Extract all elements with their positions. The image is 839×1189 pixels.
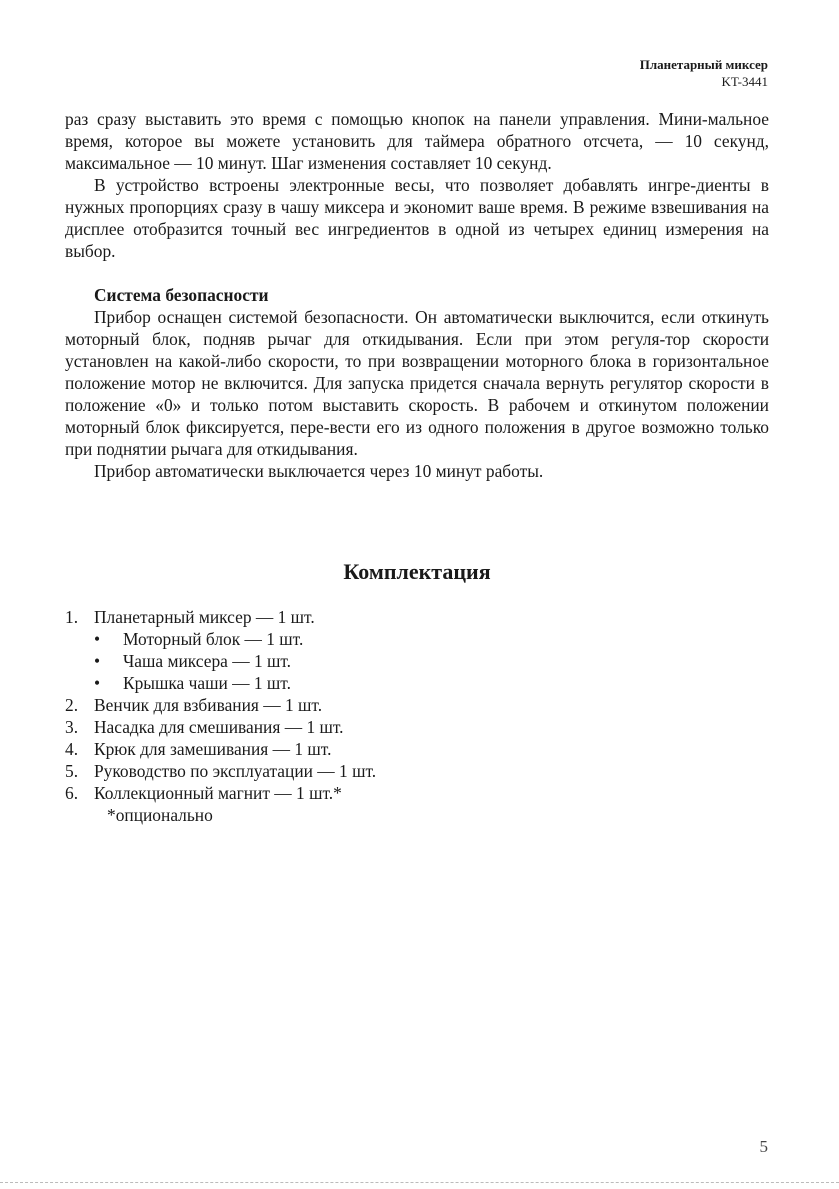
list-item <box>65 760 769 782</box>
list-item-text: Руководство по эксплуатации — 1 шт. <box>94 761 377 781</box>
list-item-number: 4. <box>65 739 79 759</box>
paragraph-safety: Прибор оснащен системой безопасности. Он автоматически выключится, если откинуть моторный блок, подняв рычаг для откидывания. Если при этом регуля-тор скорости установлен на какой-либо скорости, то при возвращении моторного блока в горизонтальное положение мотор не включится. Для запуска придется сначала вернуть регулятор скорости в положение «0» и только потом выставить скорость. В рабочем и откинутом положении моторный блок фиксируется, пере-вести его из одного положения в другое возможно только при поднятии рычага для откидывания. <box>65 307 769 459</box>
kit-list <box>65 606 769 804</box>
paragraph-scales: В устройство встроены электронные весы, что позволяет добавлять ингре-диенты в нужных пропорциях сразу в чашу миксера и экономит ваше время. В режиме взвешивания на дисплее отобразится точный вес ингредиентов в одной из четырех единиц измерения на выбор. <box>65 175 769 261</box>
paragraph-auto-off: Прибор автоматически выключается через 10 минут работы. <box>94 461 544 481</box>
bullet-icon: • <box>94 629 101 649</box>
list-item-text: Венчик для взбивания — 1 шт. <box>94 695 323 715</box>
list-item-number: 2. <box>65 695 79 715</box>
bullet-icon: • <box>94 651 101 671</box>
header-title: Планетарный миксер <box>639 57 768 72</box>
footnote: *опционально <box>107 805 213 825</box>
list-item-text: Планетарный миксер — 1 шт. <box>94 607 315 627</box>
list-item <box>65 606 769 694</box>
page-number: 5 <box>759 1137 768 1156</box>
list-item-text: Коллекционный магнит — 1 шт.* <box>94 783 342 803</box>
bullet-icon: • <box>94 673 101 693</box>
sublist-item <box>94 628 769 650</box>
safety-heading: Система безопасности <box>94 285 269 305</box>
list-item <box>65 716 769 738</box>
header-model: KT-3441 <box>721 74 768 89</box>
kit-sublist <box>94 628 769 694</box>
list-item-number: 6. <box>65 783 79 803</box>
kit-heading: Комплектация <box>343 559 491 584</box>
sublist-item <box>94 650 769 672</box>
paragraph-timer: раз сразу выставить это время с помощью кнопок на панели управления. Мини-мальное время, которое вы можете установить для таймера обратного отсчета, — 10 секунд, максимальное — 10 минут. Шаг изменения составляет 10 секунд. <box>65 109 769 173</box>
list-item-number: 1. <box>65 607 79 627</box>
list-item-text: Крюк для замешивания — 1 шт. <box>94 739 332 759</box>
list-item-number: 5. <box>65 761 79 781</box>
list-item-text: Насадка для смешивания — 1 шт. <box>94 717 344 737</box>
list-item <box>65 782 769 804</box>
list-item <box>65 738 769 760</box>
sublist-item-text: Крышка чаши — 1 шт. <box>123 673 291 693</box>
bottom-divider <box>0 1182 839 1183</box>
list-item <box>65 694 769 716</box>
page-header <box>640 56 768 90</box>
sublist-item <box>94 672 769 694</box>
page-content <box>65 108 769 826</box>
sublist-item-text: Моторный блок — 1 шт. <box>123 629 304 649</box>
list-item-number: 3. <box>65 717 79 737</box>
sublist-item-text: Чаша миксера — 1 шт. <box>123 651 292 671</box>
